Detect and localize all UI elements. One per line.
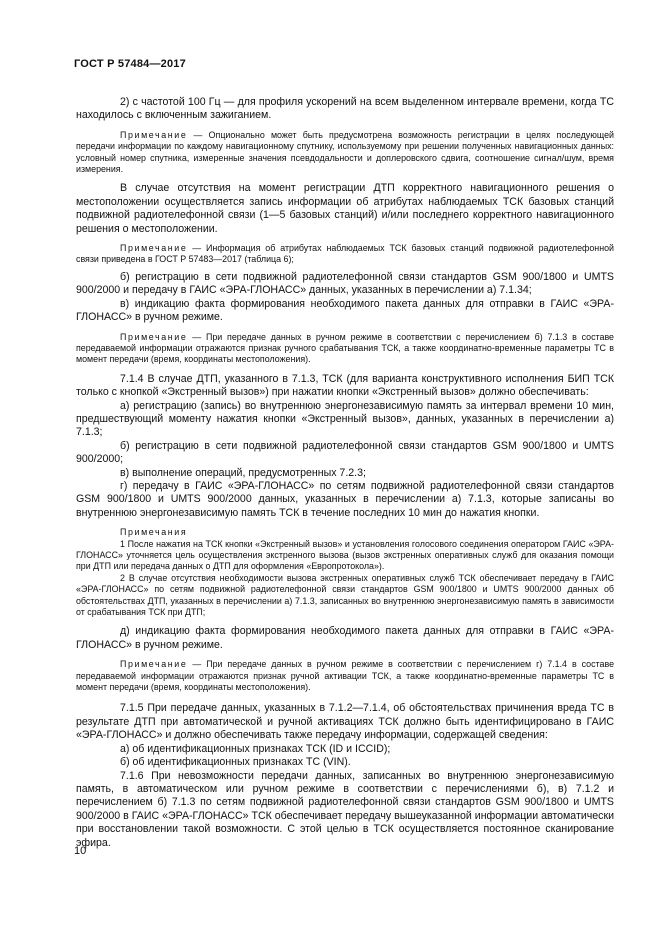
page-number: 10 (74, 845, 87, 857)
note-dash: — (187, 129, 209, 140)
section-7-1-5: 7.1.5 При передаче данных, указанных в 7.1.2—7.1.4, об обстоятельствах причинения вреда ТС в результате ДТП при автоматической и ручной активациях ТСК должно быть идентифицировано в ГАИС «ЭРА-ГЛОНАСС» и должно обеспечивать также передачу информации, содержащей сведения: (76, 702, 614, 742)
standard-header: ГОСТ Р 57484—2017 (74, 58, 186, 70)
paragraph-frequency-100hz: 2) с частотой 100 Гц — для профиля ускорений на всем выделенном интервале времени, когда ТС находилось с включенным зажиганием. (76, 96, 614, 122)
notes-heading (76, 527, 614, 538)
note-text: Информация об атрибутах наблюдаемых ТСК базовых станций подвижной радиотелефонной связи приведена в ГОСТ Р 57483—2017 (таблица 6); (76, 243, 614, 265)
list-item-d-indication: д) индикацию факта формирования необходимого пакета данных для отправки в ГАИС «ЭРА-ГЛОНАСС» в ручном режиме. (76, 625, 614, 651)
section-7-1-6: 7.1.6 При невозможности передачи данных, записанных во внутреннюю энергонезависимую память, в автоматическом или ручном режиме в соответствии с перечислениями б), в) 7.1.2 и перечислением б) 7.1.3 по сетям подвижной радиотелефонной связи стандартов GSM 900/1800 и UMTS 900/2000 в ГАИС «ЭРА-ГЛОНАСС» ТСК обеспечивает передачу вышеуказанной информации автоматически при восстановлении такой возможности. С этой целью в ТСК осуществляется постоянное сканирование эфира. (76, 769, 614, 849)
list-item-a-recording: а) регистрацию (запись) во внутреннюю энергонезависимую память за интервал времени 10 мин, предшествующий моменту нажатия кнопки «Экстренный вызов», данных, указанных в перечислении а) 7.1.3; (76, 399, 614, 439)
note-label: Примечание (120, 129, 188, 140)
note-manual-transfer-7-1-3 (76, 332, 614, 366)
list-item-b-registration: б) регистрацию в сети подвижной радиотелефонной связи стандартов GSM 900/1800 и UMTS 900/2000 и передачу в ГАИС «ЭРА-ГЛОНАСС» данных, указанных в перечислении а) 7.1.34; (76, 270, 614, 297)
section-7-1-4: 7.1.4 В случае ДТП, указанного в 7.1.3, ТСК (для варианта конструктивного исполнения БИП ТСК только с кнопкой «Экстренный вызов») при нажатии кнопки «Экстренный вызов» должно обеспечивать: (76, 372, 614, 399)
list-item-b-vehicle-identification: б) об идентификационных признаках ТС (VIN). (120, 756, 351, 769)
notes-label: Примечания (120, 527, 188, 538)
list-item-v-indication: в) индикацию факта формирования необходимого пакета данных для отправки в ГАИС «ЭРА-ГЛОНАСС» в ручном режиме. (76, 297, 614, 324)
note-base-stations (76, 243, 614, 266)
list-item-g-transfer: г) передачу в ГАИС «ЭРА-ГЛОНАСС» по сетям подвижной радиотелефонной связи стандартов GSM 900/1800 и UMTS 900/2000 данных, указанных в перечислении а) 7.1.3, которые записаны во внутреннюю энергонезависимую память ТСК в течение последних 10 мин до нажатия кнопки. (76, 479, 614, 519)
paragraph-no-navigation-solution: В случае отсутствия на момент регистрации ДТП корректного навигационного решения о местоположении осуществляется запись информации об атрибутах наблюдаемых ТСК базовых станций подвижной радиотелефонной связи (1—5 базовых станций) и/или последнего корректного навигационного решения о местоположении. (76, 182, 614, 235)
list-item-a-tsk-identification: а) об идентификационных признаках ТСК (ID и ICCID); (120, 742, 391, 755)
note-1-emergency-call: 1 После нажатия на ТСК кнопки «Экстренный вызов» и установления голосового соединения оператором ГАИС «ЭРА-ГЛОНАСС» уточняется цель осуществления экстренного вызова (вызов экстренных оперативных служб для оказания помощи при ДТП или передача данных о ДТП для оформления «Европротокола»). (76, 538, 614, 572)
note-label: Примечание (120, 331, 188, 342)
note-dash: — (187, 659, 207, 670)
note-manual-transfer-7-1-4 (76, 659, 614, 693)
note-satellite-info (76, 130, 614, 176)
list-item-b-network-registration: б) регистрацию в сети подвижной радиотелефонной связи стандартов GSM 900/1800 и UMTS 900/2000; (76, 439, 614, 466)
note-text: При передаче данных в ручном режиме в соответствии с перечислением г) 7.1.4 в составе передаваемой информации отражаются признак ручной активации ТСК, а также координатно-временные параметры ТС в момент передачи (время, координаты местоположения). (76, 659, 614, 693)
note-text: Опционально может быть предусмотрена возможность регистрации в целях последующей передачи информации по каждому навигационному спутнику, используемому при решении полученных навигационных данных: условный номер спутника, измеренные значения псевдодальности и доплеровского сдвига, соотношение сигнал/шум, время измерения. (76, 129, 614, 175)
list-item-v-operations: в) выполнение операций, предусмотренных 7.2.3; (120, 466, 366, 479)
note-dash: — (187, 243, 207, 254)
note-label: Примечание (120, 659, 188, 670)
note-label: Примечание (120, 243, 188, 254)
note-2-no-emergency-services: 2 В случае отсутствия необходимости вызова экстренных оперативных служб ТСК обеспечивает передачу в ГАИС «ЭРА-ГЛОНАСС» по сетям подвижной радиотелефонной связи стандартов GSM 900/1800 и UMTS 900/2000 данных об обстоятельствах ДТП, указанных в перечислении а) 7.1.3, записанных во внутреннюю энергонезависимую память в зависимости от срабатывания ТСК при ДТП; (76, 572, 614, 618)
note-text: При передаче данных в ручном режиме в соответствии с перечислением б) 7.1.3 в составе передаваемой информации отражаются признак ручного срабатывания ТСК, а также координатно-временные параметры ТС в момент передачи (время, координаты местоположения). (76, 331, 614, 365)
document-body (76, 96, 614, 850)
note-dash: — (187, 331, 206, 342)
